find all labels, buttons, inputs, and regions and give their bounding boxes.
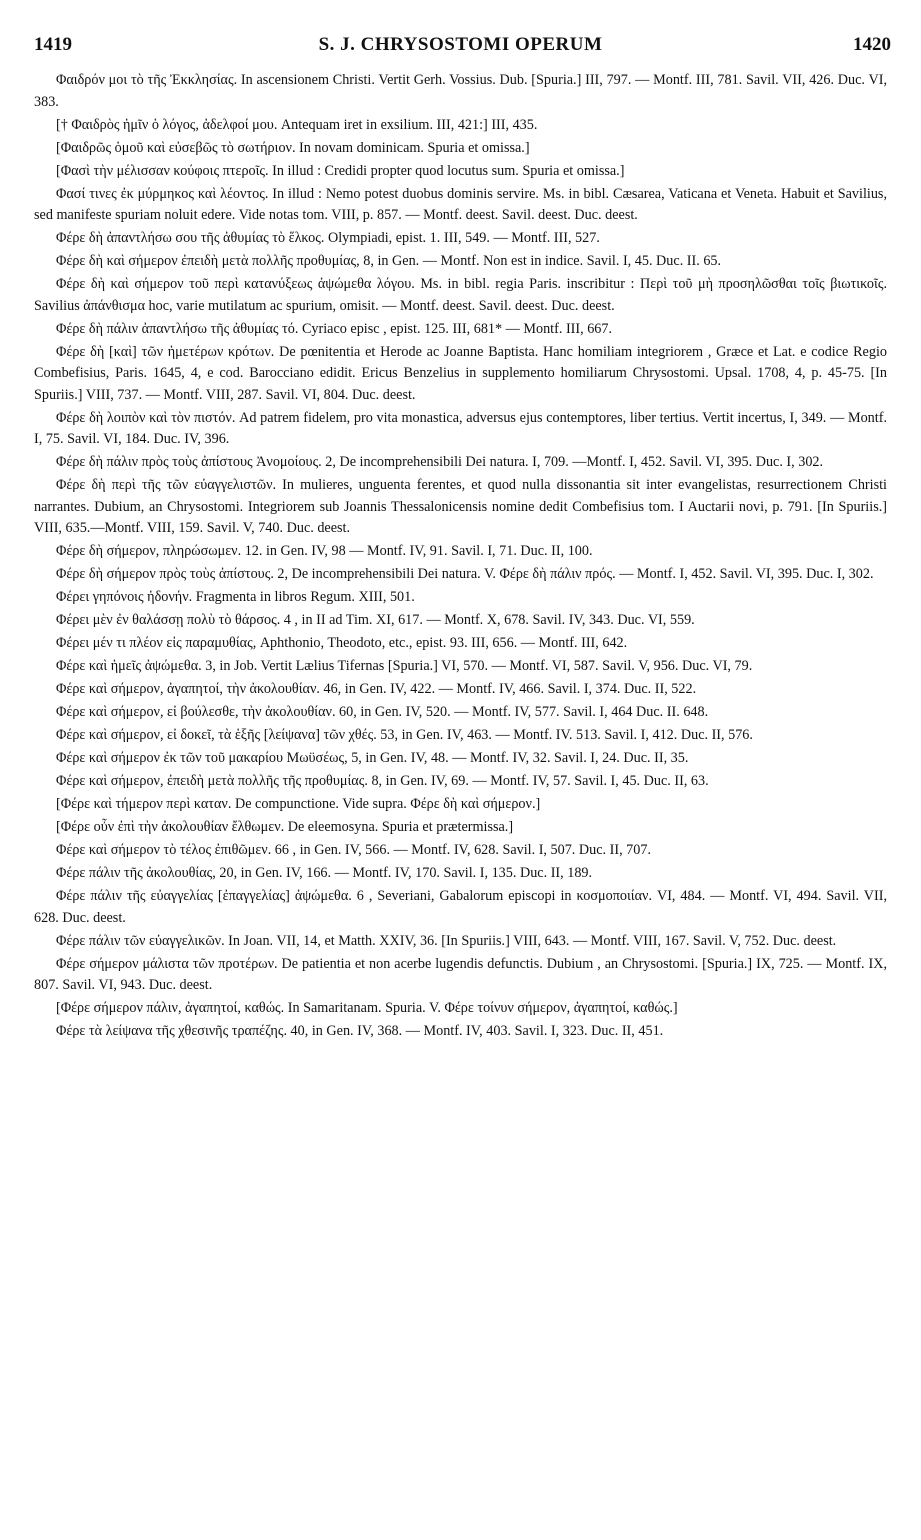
index-entry: Φέρε δὴ ἀπαντλήσω σου τῆς ἀθυμίας τὸ ἕλκος. Olympiadi, epist. 1. III, 549. — Montf. III, 527. bbox=[56, 230, 600, 246]
index-entry: Φέρε δὴ καὶ σήμερον τοῦ περὶ κατανύξεως ἀψώμεθα λόγου. Ms. in bibl. regia Paris. inscribitur : Περὶ τοῦ μὴ προσηλῶσθαι τοῖς βιωτικοῖς. Savilius ἀπάνθισμα hoc, varie mutilatum ac spurium, omisit. — Montf. deest. Savil. deest. Duc. deest. bbox=[34, 276, 887, 314]
index-entry: Φέρε καὶ σήμερον, εἰ δοκεῖ, τὰ ἑξῆς [λείψανα] τῶν χθές. 53, in Gen. IV, 463. — Montf. IV. 513. Savil. I, 412. Duc. II, 576. bbox=[56, 727, 753, 743]
running-header bbox=[0, 28, 921, 68]
index-entry: Φέρε καὶ σήμερον τὸ τέλος ἐπιθῶμεν. 66 , in Gen. IV, 566. — Montf. IV, 628. Savil. I, 507. Duc. II, 707. bbox=[56, 842, 651, 858]
index-entry: Φέρε καὶ ἡμεῖς ἀψώμεθα. 3, in Job. Vertit Lælius Tifernas [Spuria.] VI, 570. — Montf. VI, 587. Savil. V, 956. Duc. VI, 79. bbox=[56, 658, 753, 674]
index-entry: [Φέρε σήμερον πάλιν, ἀγαπητοί, καθώς. In Samaritanam. Spuria. V. Φέρε τοίνυν σήμερον, ἀγαπητοί, καθώς.] bbox=[56, 1000, 678, 1016]
index-entry: [† Φαιδρὸς ἡμῖν ὁ λόγος, ἀδελφοί μου. Antequam iret in exsilium. III, 421:] III, 435. bbox=[56, 116, 538, 133]
index-entry: Φέρε πάλιν τῆς ἀκολουθίας, 20, in Gen. IV, 166. — Montf. IV, 170. Savil. I, 135. Duc. II, 189. bbox=[56, 865, 593, 881]
index-entry: Φέρε δὴ [καὶ] τῶν ἡμετέρων κρότων. De pœnitentia et Herode ac Joanne Baptista. Hanc homiliam integriorem , Græce et Lat. e codice Regio Combefisius, Paris. 1645, 4, e cod. Barocciano edidit. Ericus Benzelius in supplemento homiliarum Chrysostomi. Upsal. 1708, 4, p. 45-75. [In Spuriis.] VIII, 737. — Montf. VIII, 287. Savil. VI, 804. Duc. deest. bbox=[34, 343, 887, 403]
index-entry: [Φασὶ τὴν μέλισσαν κούφοις πτεροῖς. In illud : Credidi propter quod locutus sum. Spuria et omissa.] bbox=[56, 162, 625, 179]
index-entry: [Φέρε οὖν ἐπὶ τὴν ἀκολουθίαν ἔλθωμεν. De eleemosyna. Spuria et prætermissa.] bbox=[56, 819, 514, 835]
index-entry: Φέρει μὲν ἐν θαλάσσῃ πολὺ τὸ θάρσος. 4 , in II ad Tim. XI, 617. — Montf. X, 678. Savil. IV, 343. Duc. VI, 559. bbox=[56, 612, 695, 628]
index-entry: Φέρει μέν τι πλέον εἰς παραμυθίας, Aphthonio, Theodoto, etc., epist. 93. III, 656. — Montf. III, 642. bbox=[56, 635, 628, 651]
index-entry: Φέρε δὴ λοιπὸν καὶ τὸν πιστόν. Ad patrem fidelem, pro vita monastica, adversus ejus contemptores, liber tertius. Vertit incertus, I, 349. — Montf. I, 75. Savil. VI, 184. Duc. IV, 396. bbox=[34, 409, 887, 447]
index-entry: Φέρε σήμερον μάλιστα τῶν προτέρων. De patientia et non acerbe lugendis defunctis. Dubium , an Chrysostomi. [Spuria.] IX, 725. — Montf. IX, 807. Savil. VI, 943. Duc. deest. bbox=[34, 955, 887, 993]
index-entry: Φέρε τὰ λείψανα τῆς χθεσινῆς τραπέζης. 40, in Gen. IV, 368. — Montf. IV, 403. Savil. I, 323. Duc. II, 451. bbox=[56, 1023, 664, 1039]
index-entry: Φέρε δὴ καὶ σήμερον ἐπειδὴ μετὰ πολλῆς προθυμίας, 8, in Gen. — Montf. Non est in indice. Savil. I, 45. Duc. II. 65. bbox=[56, 253, 722, 269]
index-entry: Φέρε πάλιν τῶν εὐαγγελικῶν. In Joan. VII, 14, et Matth. XXIV, 36. [In Spuriis.] VIII, 643. — Montf. VIII, 167. Savil. V, 752. Duc. deest. bbox=[56, 932, 837, 949]
index-entry: [Φαιδρῶς ὁμοῦ καὶ εὐσεβῶς τὸ σωτήριον. In novam dominicam. Spuria et omissa.] bbox=[56, 139, 530, 156]
page-number-left: 1419 bbox=[34, 34, 72, 55]
index-entry: Φασί τινες ἐκ μύρμηκος καὶ λέοντος. In illud : Nemo potest duobus dominis servire. Ms. in bibl. Cæsarea, Vaticana et Veneta. Habuit et Savilius, sed manifeste spuriam noluit edere. Vide notas tom. VIII, p. 857. — Montf. deest. Savil. deest. Duc. deest. bbox=[34, 185, 887, 223]
index-entry: [Φέρε καὶ τήμερον περὶ καταν. De compunctione. Vide supra. Φέρε δὴ καὶ σήμερον.] bbox=[56, 796, 541, 812]
index-entry: Φέρε δὴ πάλιν πρὸς τοὺς ἀπίστους Ἀνομοίους. 2, De incomprehensibili Dei natura. I, 709. —Montf. I, 452. Savil. VI, 395. Duc. I, 302. bbox=[56, 454, 824, 470]
index-entry: Φέρε πάλιν τῆς εὐαγγελίας [ἐπαγγελίας] ἀψώμεθα. 6 , Severiani, Gabalorum episcopi in κοσμοποιίαν. VI, 484. — Montf. VI, 494. Savil. VII, 628. Duc. deest. bbox=[34, 888, 887, 926]
index-entry: Φέρε καὶ σήμερον, ἀγαπητοί, τὴν ἀκολουθίαν. 46, in Gen. IV, 422. — Montf. IV, 466. Savil. I, 374. Duc. II, 522. bbox=[56, 681, 697, 697]
index-entry: Φέρε καὶ σήμερον ἐκ τῶν τοῦ μακαρίου Μωϋσέως, 5, in Gen. IV, 48. — Montf. IV, 32. Savil. I, 24. Duc. II, 35. bbox=[56, 750, 689, 766]
index-entry: Φέρε καὶ σήμερον, εἰ βούλεσθε, τὴν ἀκολουθίαν. 60, in Gen. IV, 520. — Montf. IV, 577. Savil. I, 464 Duc. II. 648. bbox=[56, 704, 709, 720]
index-entries bbox=[34, 70, 887, 1044]
index-entry: Φέρε καὶ σήμερον, ἐπειδὴ μετὰ πολλῆς τῆς προθυμίας. 8, in Gen. IV, 69. — Montf. IV, 57. Savil. I, 45. Duc. II, 63. bbox=[56, 773, 709, 789]
index-entry: Φέρει γηπόνοις ἡδονήν. Fragmenta in libros Regum. XIII, 501. bbox=[56, 589, 415, 605]
page-number-right: 1420 bbox=[853, 34, 891, 55]
index-entry: Φέρε δὴ σήμερον πρὸς τοὺς ἀπίστους. 2, De incomprehensibili Dei natura. V. Φέρε δὴ πάλιν πρός. — Montf. I, 452. Savil. VI, 395. Duc. I, 302. bbox=[56, 566, 874, 582]
index-entry: Φέρε δὴ περὶ τῆς τῶν εὐαγγελιστῶν. In mulieres, unguenta ferentes, et quod nulla dissonantia sit inter evangelistas, resurrectionem Christi narrantes. Dubium, an Chrysostomi. Integriorem sub Joannis Thessalonicensis nomine dedit Combefisius tom. I Auctarii novi, p. 791. [In Spuriis.] VIII, 635.—Montf. VIII, 159. Savil. V, 740. Duc. deest. bbox=[34, 477, 887, 536]
index-entry: Φέρε δὴ πάλιν ἀπαντλήσω τῆς ἀθυμίας τό. Cyriaco episc , epist. 125. III, 681* — Montf. III, 667. bbox=[56, 320, 613, 337]
index-entry: Φέρε δὴ σήμερον, πληρώσωμεν. 12. in Gen. IV, 98 — Montf. IV, 91. Savil. I, 71. Duc. II, 100. bbox=[56, 543, 593, 559]
running-title: S. J. CHRYSOSTOMI OPERUM bbox=[318, 34, 603, 55]
index-entry: Φαιδρόν μοι τὸ τῆς Ἐκκλησίας. In ascensionem Christi. Vertit Gerh. Vossius. Dub. [Spuria.] III, 797. — Montf. III, 781. Savil. VII, 426. Duc. VI, 383. bbox=[34, 72, 887, 110]
